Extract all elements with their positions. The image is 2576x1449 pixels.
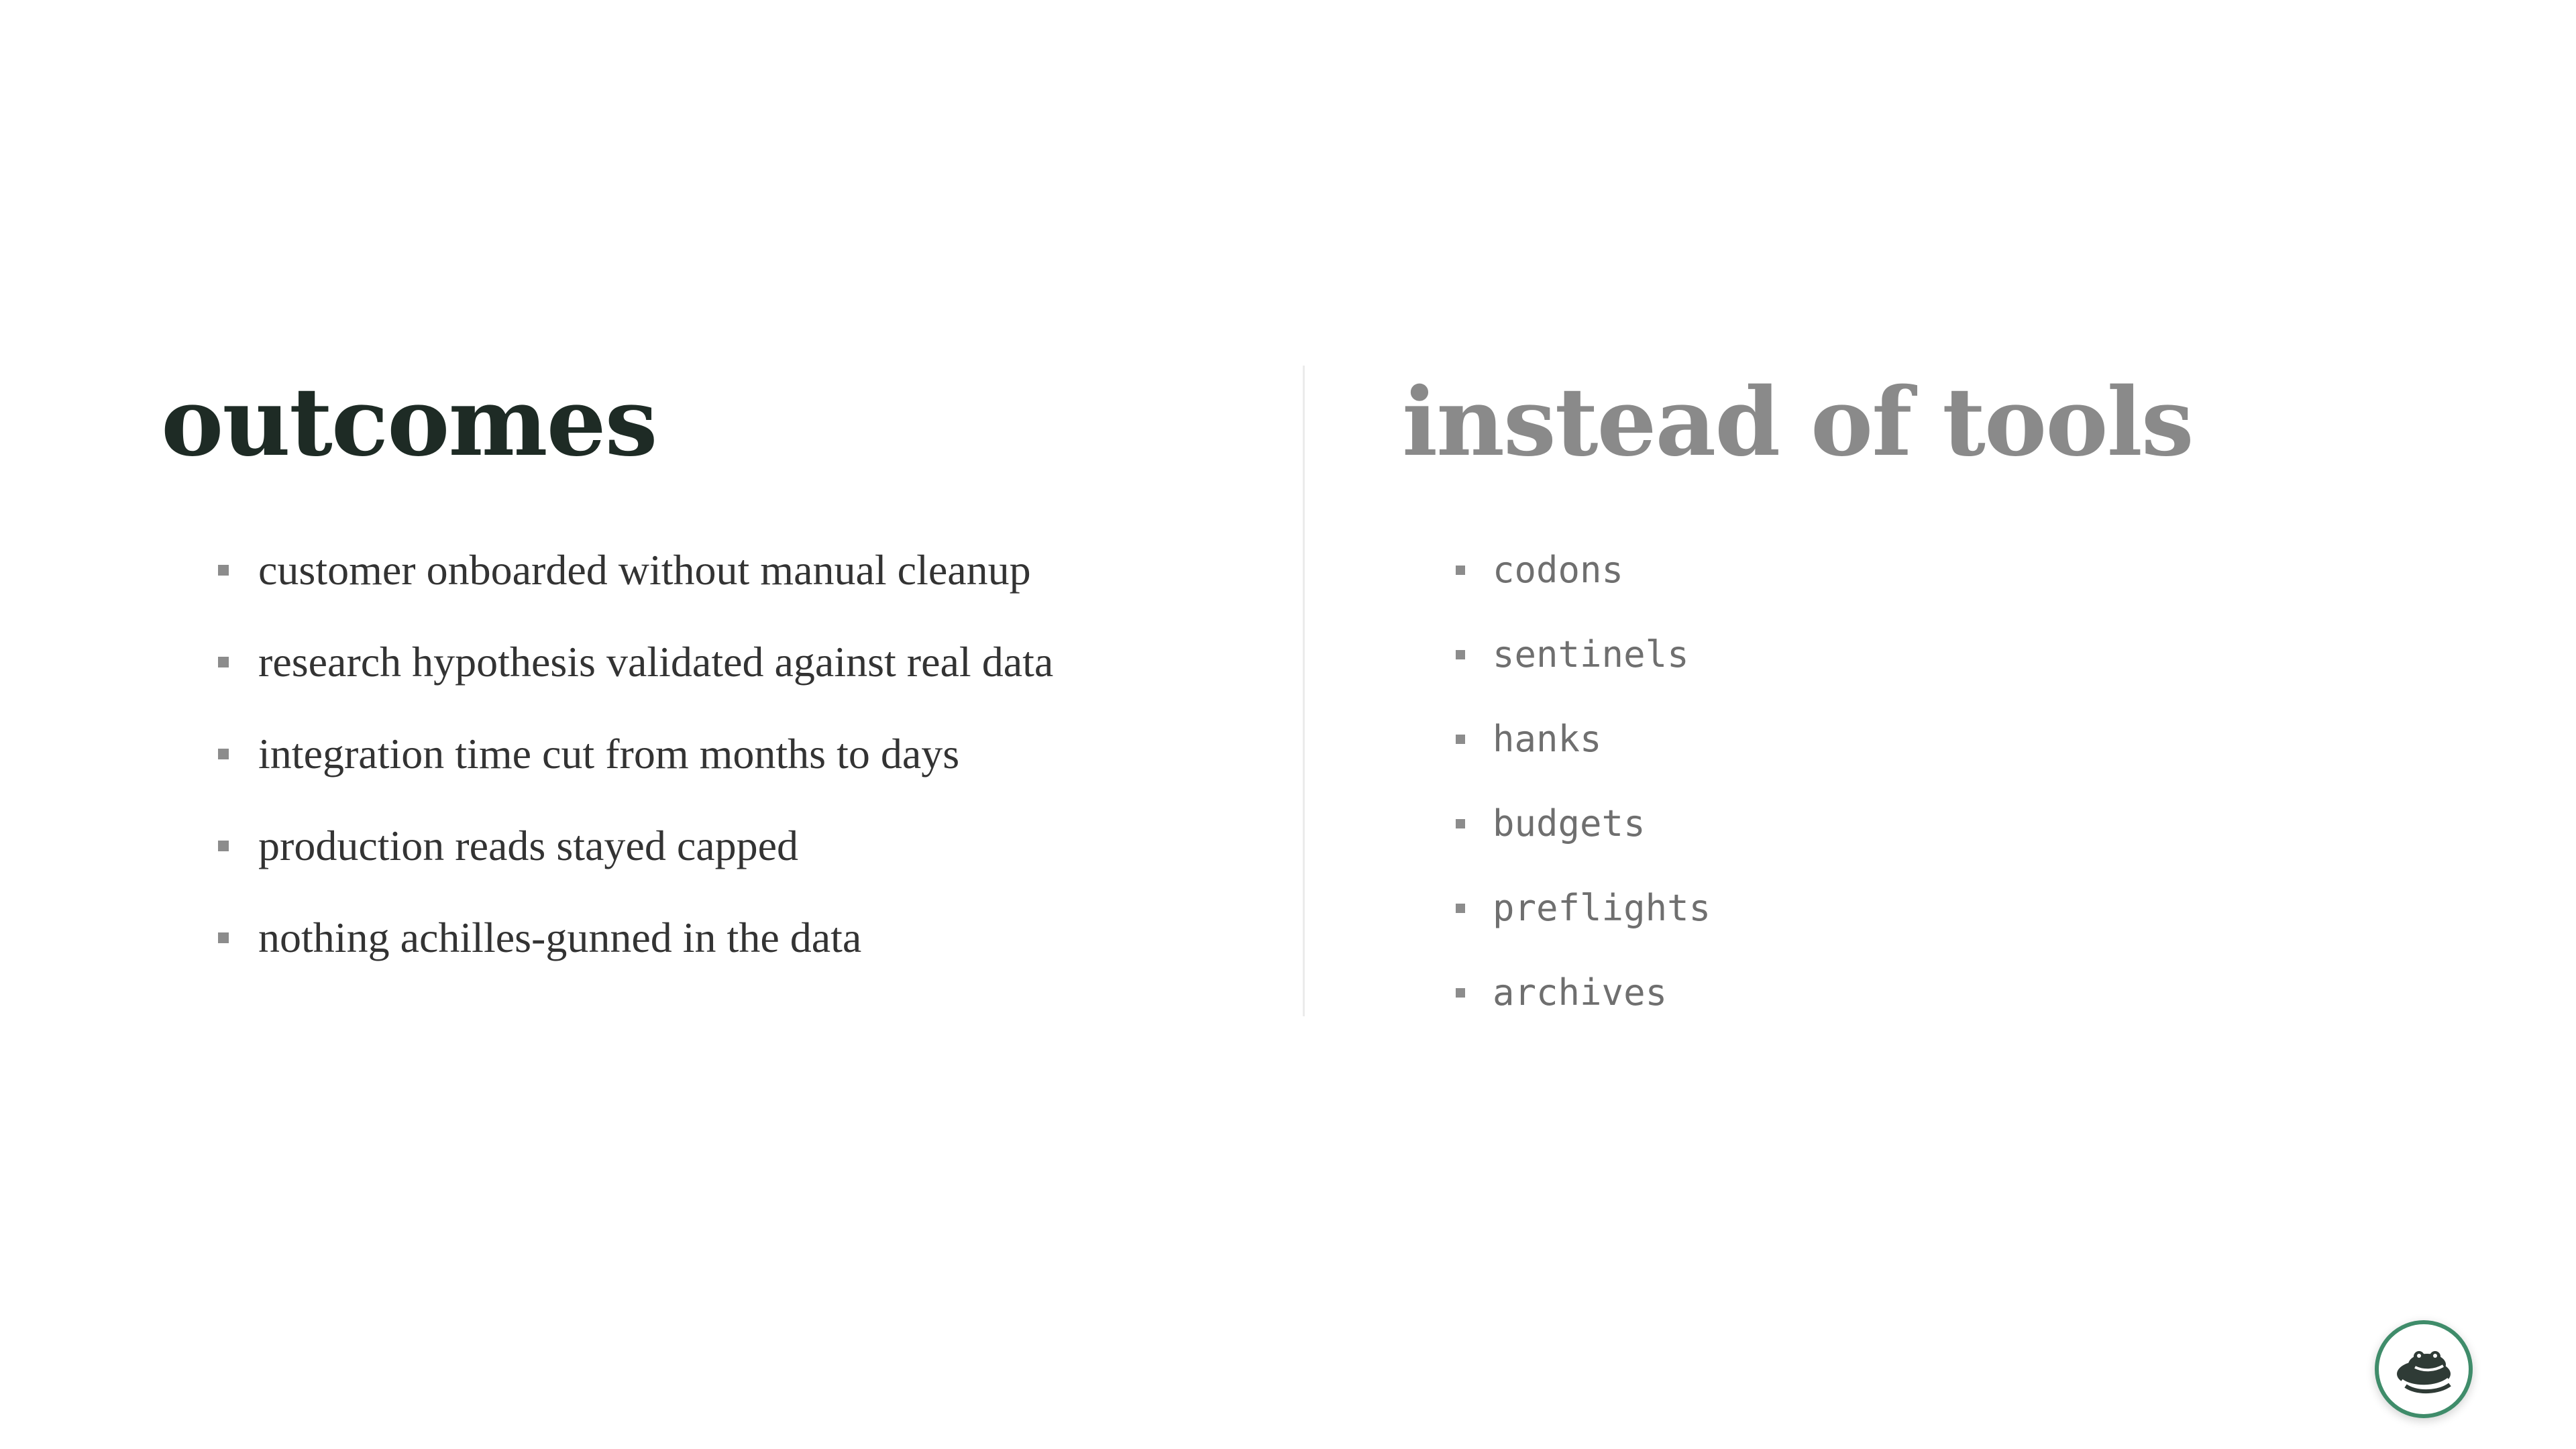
outcome-text: research hypothesis validated against real data xyxy=(258,638,1054,686)
outcome-text: integration time cut from months to days xyxy=(258,730,960,777)
bullet-icon xyxy=(1456,904,1465,913)
tool-item xyxy=(1456,885,2408,969)
outcome-item xyxy=(218,727,1261,819)
tool-item xyxy=(1456,631,2408,716)
frog-logo-icon[interactable] xyxy=(2375,1320,2473,1418)
outcomes-heading: outcomes xyxy=(161,368,657,478)
bullet-icon xyxy=(218,841,229,851)
tool-text: hanks xyxy=(1493,718,1602,760)
column-divider xyxy=(1303,366,1305,1016)
tool-item xyxy=(1456,716,2408,800)
tools-column xyxy=(1402,362,2408,1054)
tools-heading: instead of tools xyxy=(1402,368,2193,478)
outcome-text: production reads stayed capped xyxy=(258,822,799,869)
bullet-icon xyxy=(1456,735,1465,744)
outcomes-column xyxy=(161,362,1261,1003)
bullet-icon xyxy=(1456,566,1465,575)
tool-item xyxy=(1456,969,2408,1054)
outcome-item xyxy=(218,543,1261,635)
tool-text: budgets xyxy=(1493,802,1646,845)
outcome-item xyxy=(218,819,1261,911)
tool-text: preflights xyxy=(1493,887,1711,929)
outcomes-list xyxy=(161,543,1261,1003)
bullet-icon xyxy=(218,932,229,943)
outcome-text: nothing achilles-gunned in the data xyxy=(258,914,862,961)
tool-item xyxy=(1456,547,2408,631)
bullet-icon xyxy=(218,749,229,759)
bullet-icon xyxy=(1456,819,1465,828)
tools-list xyxy=(1402,547,2408,1054)
outcome-text: customer onboarded without manual cleanup xyxy=(258,546,1031,594)
tool-text: codons xyxy=(1493,549,1624,591)
outcome-item xyxy=(218,635,1261,727)
bullet-icon xyxy=(218,657,229,667)
frog-icon xyxy=(2379,1324,2469,1414)
bullet-icon xyxy=(218,565,229,576)
tool-text: sentinels xyxy=(1493,633,1689,676)
bullet-icon xyxy=(1456,988,1465,998)
tool-item xyxy=(1456,800,2408,885)
bullet-icon xyxy=(1456,650,1465,659)
tool-text: archives xyxy=(1493,971,1668,1014)
outcome-item xyxy=(218,911,1261,1003)
